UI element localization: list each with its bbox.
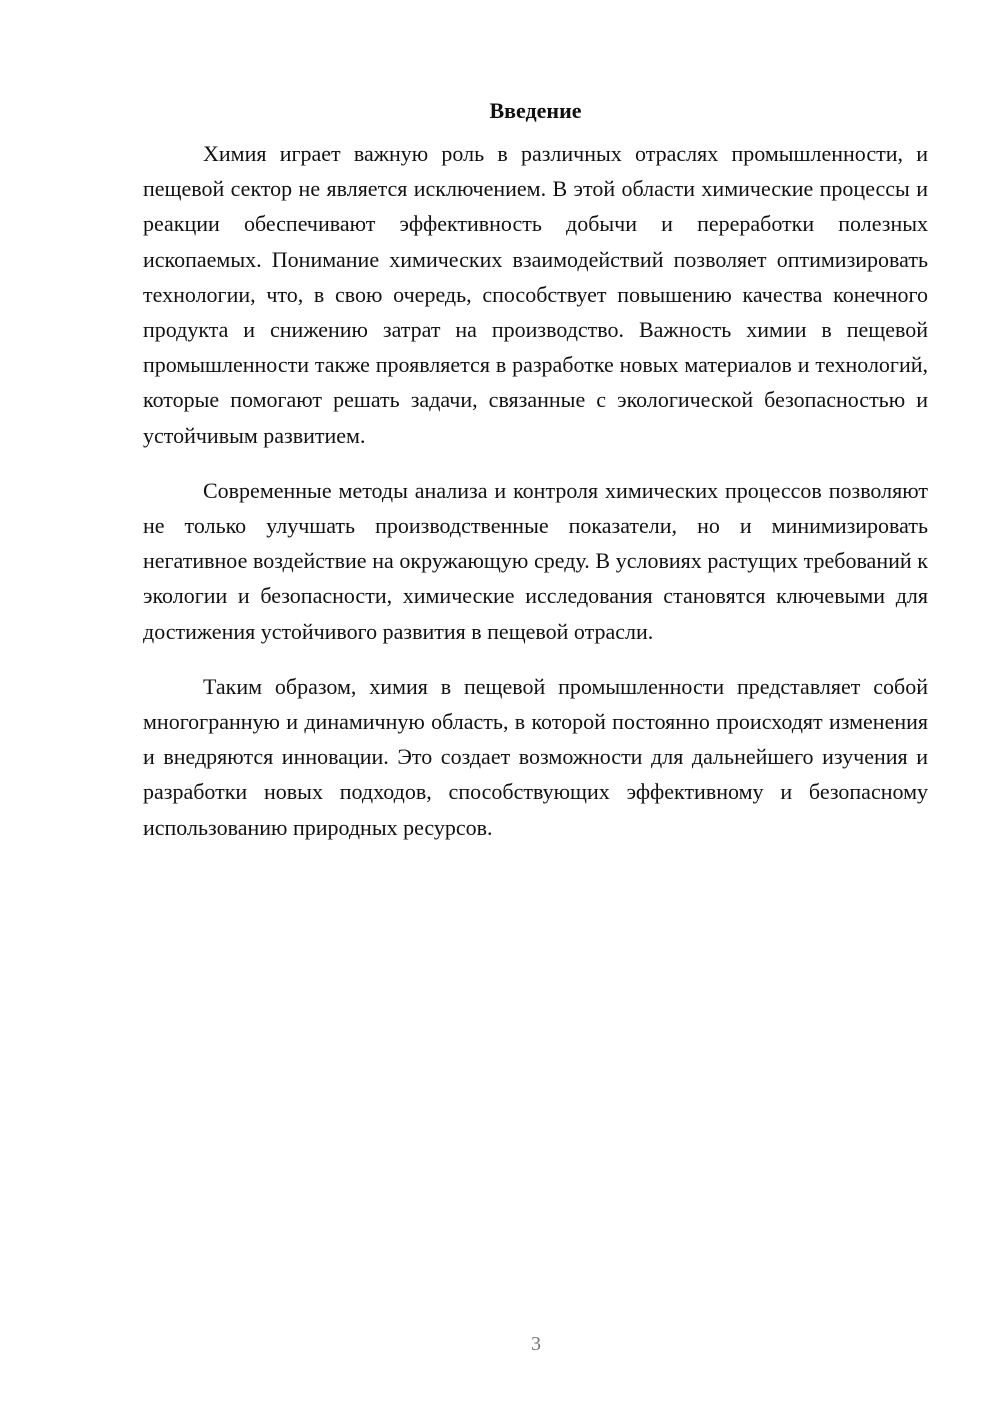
paragraph-1: Химия играет важную роль в различных отраслях промышленности, и пещевой сектор не является исключением. В этой области химические процессы и реакции обеспечивают эффективность добычи и переработки полезных ископаемых. Понимание химических взаимодействий позволяет оптимизировать технологии, что, в свою очередь, способствует повышению качества конечного продукта и снижению затрат на производство. Важность химии в пещевой промышленности также проявляется в разработке новых материалов и технологий, которые помогают решать задачи, связанные с экологической безопасностью и устойчивым развитием. [143,141,928,448]
paragraph-3: Таким образом, химия в пещевой промышленности представляет собой многогранную и динамичную область, в которой постоянно происходят изменения и внедряются инновации. Это создает возможности для дальнейшего изучения и разработки новых подходов, способствующих эффективному и безопасному использованию природных ресурсов. [143,673,928,840]
section-title: Введение [489,98,582,123]
page-content [143,96,928,865]
paragraph-2: Современные методы анализа и контроля химических процессов позволяют не только улучшать производственные показатели, но и минимизировать негативное воздействие на окружающую среду. В условиях растущих требований к экологии и безопасности, химические исследования становятся ключевыми для достижения устойчивого развития в пещевой отрасли. [143,477,928,644]
page-number: 3 [531,1333,541,1355]
